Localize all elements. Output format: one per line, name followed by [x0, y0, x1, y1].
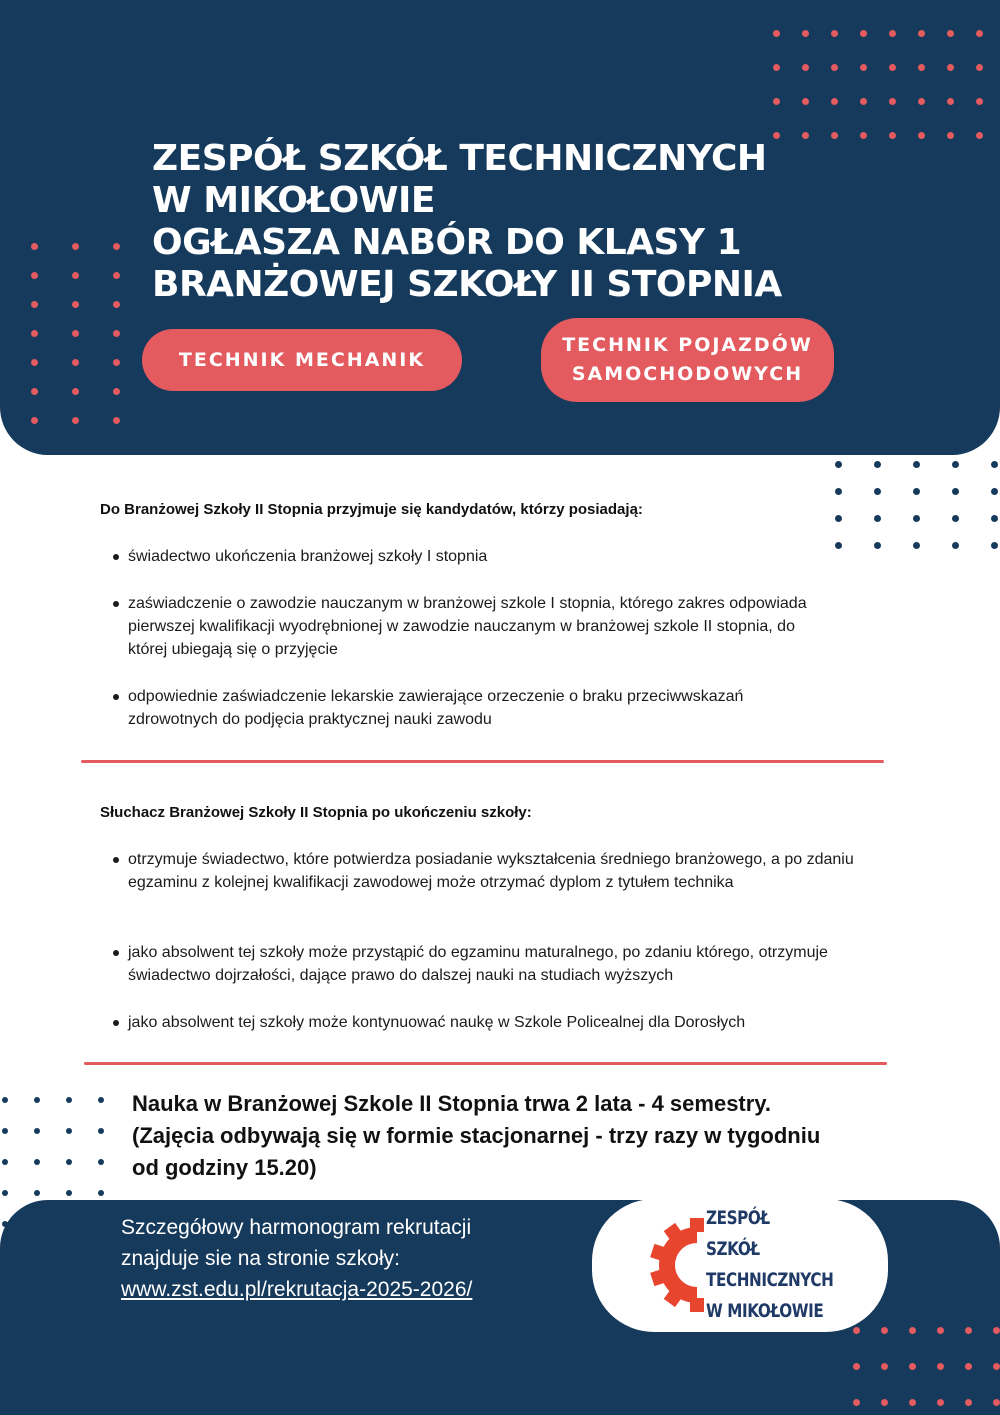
graduate-heading: Słuchacz Branżowej Szkoły II Stopnia po ukończeniu szkoły: — [100, 804, 532, 821]
dots-top-right — [773, 30, 983, 139]
decorative-dot — [976, 30, 983, 37]
decorative-dot — [881, 1363, 888, 1370]
decorative-dot — [72, 388, 79, 395]
decorative-dot — [66, 1128, 72, 1134]
list-item: jako absolwent tej szkoły może przystąpić do egzaminu maturalnego, po zdaniu którego, otrzymuje świadectwo dojrzałości, dające prawo do dalszej nauki na studiach wyższych — [128, 941, 863, 987]
decorative-dot — [947, 64, 954, 71]
list-item: jako absolwent tej szkoły może kontynuować naukę w Szkole Policealnej dla Dorosłych — [128, 1011, 863, 1034]
decorative-dot — [918, 98, 925, 105]
logo-line: TECHNICZNYCH — [706, 1269, 834, 1291]
title-line: OGŁASZA NABÓR DO KLASY 1 — [152, 222, 742, 263]
recruitment-link[interactable]: www.zst.edu.pl/rekrutacja-2025-2026/ — [121, 1278, 473, 1301]
decorative-dot — [909, 1399, 916, 1406]
decorative-dot — [991, 488, 998, 495]
decorative-dot — [835, 488, 842, 495]
technik-pojazdow-line2: SAMOCHODOWYCH — [571, 363, 804, 385]
decorative-dot — [113, 417, 120, 424]
decorative-dot — [2, 1190, 8, 1196]
decorative-dot — [889, 30, 896, 37]
decorative-dot — [98, 1159, 104, 1165]
decorative-dot — [993, 1363, 1000, 1370]
decorative-dot — [72, 330, 79, 337]
decorative-dot — [909, 1327, 916, 1334]
decorative-dot — [802, 98, 809, 105]
info-line: (Zajęcia odbywają się w formie stacjonarnej - trzy razy w tygodniu — [132, 1123, 821, 1148]
decorative-dot — [918, 132, 925, 139]
technik-pojazdow-line1: TECHNIK POJAZDÓW — [562, 334, 813, 356]
decorative-dot — [831, 98, 838, 105]
study-info — [132, 1088, 912, 1184]
decorative-dot — [66, 1190, 72, 1196]
decorative-dot — [835, 515, 842, 522]
school-logo — [592, 1199, 888, 1332]
decorative-dot — [34, 1190, 40, 1196]
list-item: otrzymuje świadectwo, które potwierdza posiadanie wykształcenia średniego branżowego, a po zdaniu egzaminu z kolejnej kwalifikacji zawodowej może otrzymać dyplom z tytułem technika — [128, 848, 863, 894]
decorative-dot — [34, 1128, 40, 1134]
decorative-dot — [976, 64, 983, 71]
logo-text — [706, 1203, 833, 1327]
decorative-dot — [31, 243, 38, 250]
list-item: odpowiednie zaświadczenie lekarskie zawierające orzeczenie o braku przeciwwskazań zdrowotnych do podjęcia praktycznej nauki zawodu — [128, 685, 828, 731]
technik-mechanik-button[interactable] — [142, 329, 462, 391]
decorative-dot — [31, 417, 38, 424]
title-line: ZESPÓŁ SZKÓŁ TECHNICZNYCH — [152, 138, 767, 179]
decorative-dot — [98, 1190, 104, 1196]
decorative-dot — [72, 301, 79, 308]
decorative-dot — [874, 542, 881, 549]
decorative-dot — [889, 98, 896, 105]
decorative-dot — [31, 359, 38, 366]
decorative-dot — [991, 461, 998, 468]
info-line: od godziny 15.20) — [132, 1155, 317, 1180]
list-item: zaświadczenie o zawodzie nauczanym w branżowej szkole I stopnia, którego zakres odpowiada pierwszej kwalifikacji wyodrębnionej w zawodzie nauczanym w branżowej szkole II stopnia, do której ubiegają się o przyjęcie — [128, 592, 828, 661]
logo-line: ZESPÓŁ — [706, 1207, 770, 1229]
decorative-dot — [991, 542, 998, 549]
decorative-dot — [31, 330, 38, 337]
decorative-dot — [913, 542, 920, 549]
decorative-dot — [34, 1159, 40, 1165]
dots-left-upper — [31, 243, 120, 424]
logo-line: SZKÓŁ — [706, 1238, 760, 1260]
footer-recruitment-info — [121, 1212, 472, 1305]
decorative-dot — [831, 64, 838, 71]
decorative-dot — [947, 98, 954, 105]
decorative-dot — [947, 132, 954, 139]
decorative-dot — [952, 515, 959, 522]
decorative-dot — [66, 1097, 72, 1103]
decorative-dot — [874, 461, 881, 468]
decorative-dot — [976, 132, 983, 139]
decorative-dot — [2, 1159, 8, 1165]
decorative-dot — [909, 1363, 916, 1370]
decorative-dot — [853, 1327, 860, 1334]
decorative-dot — [965, 1363, 972, 1370]
decorative-dot — [113, 301, 120, 308]
info-line: Nauka w Branżowej Szkole II Stopnia trwa 2 lata - 4 semestry. — [132, 1091, 772, 1116]
decorative-dot — [853, 1399, 860, 1406]
technik-pojazdow-label — [562, 331, 813, 389]
decorative-dot — [72, 359, 79, 366]
decorative-dot — [98, 1128, 104, 1134]
decorative-dot — [113, 388, 120, 395]
decorative-dot — [2, 1128, 8, 1134]
decorative-dot — [991, 515, 998, 522]
page-title — [152, 138, 892, 306]
decorative-dot — [31, 301, 38, 308]
decorative-dot — [952, 542, 959, 549]
decorative-dot — [72, 272, 79, 279]
technik-mechanik-label: TECHNIK MECHANIK — [178, 348, 426, 371]
decorative-dot — [72, 243, 79, 250]
decorative-dot — [993, 1399, 1000, 1406]
decorative-dot — [976, 98, 983, 105]
decorative-dot — [98, 1097, 104, 1103]
decorative-dot — [113, 359, 120, 366]
decorative-dot — [913, 488, 920, 495]
decorative-dot — [965, 1327, 972, 1334]
decorative-dot — [860, 30, 867, 37]
decorative-dot — [993, 1327, 1000, 1334]
decorative-dot — [835, 461, 842, 468]
admission-heading: Do Branżowej Szkoły II Stopnia przyjmuje się kandydatów, którzy posiadają: — [100, 501, 643, 518]
decorative-dot — [913, 515, 920, 522]
decorative-dot — [860, 64, 867, 71]
decorative-dot — [853, 1363, 860, 1370]
decorative-dot — [31, 272, 38, 279]
decorative-dot — [34, 1097, 40, 1103]
decorative-dot — [965, 1399, 972, 1406]
decorative-dot — [874, 515, 881, 522]
decorative-dot — [2, 1097, 8, 1103]
dots-right-middle — [835, 461, 1000, 549]
decorative-dot — [947, 30, 954, 37]
decorative-dot — [937, 1363, 944, 1370]
decorative-dot — [881, 1399, 888, 1406]
decorative-dot — [860, 98, 867, 105]
decorative-dot — [773, 98, 780, 105]
decorative-dot — [802, 30, 809, 37]
footer-line: znajduje sie na stronie szkoły: — [121, 1247, 400, 1270]
technik-pojazdow-button[interactable] — [541, 318, 834, 402]
decorative-dot — [72, 417, 79, 424]
section-divider — [84, 1062, 887, 1065]
footer-line: Szczegółowy harmonogram rekrutacji — [121, 1216, 472, 1239]
decorative-dot — [802, 64, 809, 71]
decorative-dot — [913, 461, 920, 468]
decorative-dot — [874, 488, 881, 495]
decorative-dot — [113, 243, 120, 250]
decorative-dot — [918, 30, 925, 37]
decorative-dot — [113, 272, 120, 279]
title-line: BRANŻOWEJ SZKOŁY II STOPNIA — [152, 264, 782, 305]
logo-line: W MIKOŁOWIE — [706, 1300, 824, 1322]
decorative-dot — [773, 64, 780, 71]
title-line: W MIKOŁOWIE — [152, 180, 435, 221]
section-divider — [81, 760, 884, 763]
decorative-dot — [918, 64, 925, 71]
decorative-dot — [952, 461, 959, 468]
decorative-dot — [773, 30, 780, 37]
decorative-dot — [937, 1399, 944, 1406]
decorative-dot — [937, 1327, 944, 1334]
decorative-dot — [881, 1327, 888, 1334]
decorative-dot — [31, 388, 38, 395]
decorative-dot — [889, 64, 896, 71]
decorative-dot — [113, 330, 120, 337]
decorative-dot — [952, 488, 959, 495]
decorative-dot — [66, 1159, 72, 1165]
decorative-dot — [831, 30, 838, 37]
list-item: świadectwo ukończenia branżowej szkoły I stopnia — [128, 545, 868, 568]
dots-bottom-right — [853, 1327, 1000, 1406]
